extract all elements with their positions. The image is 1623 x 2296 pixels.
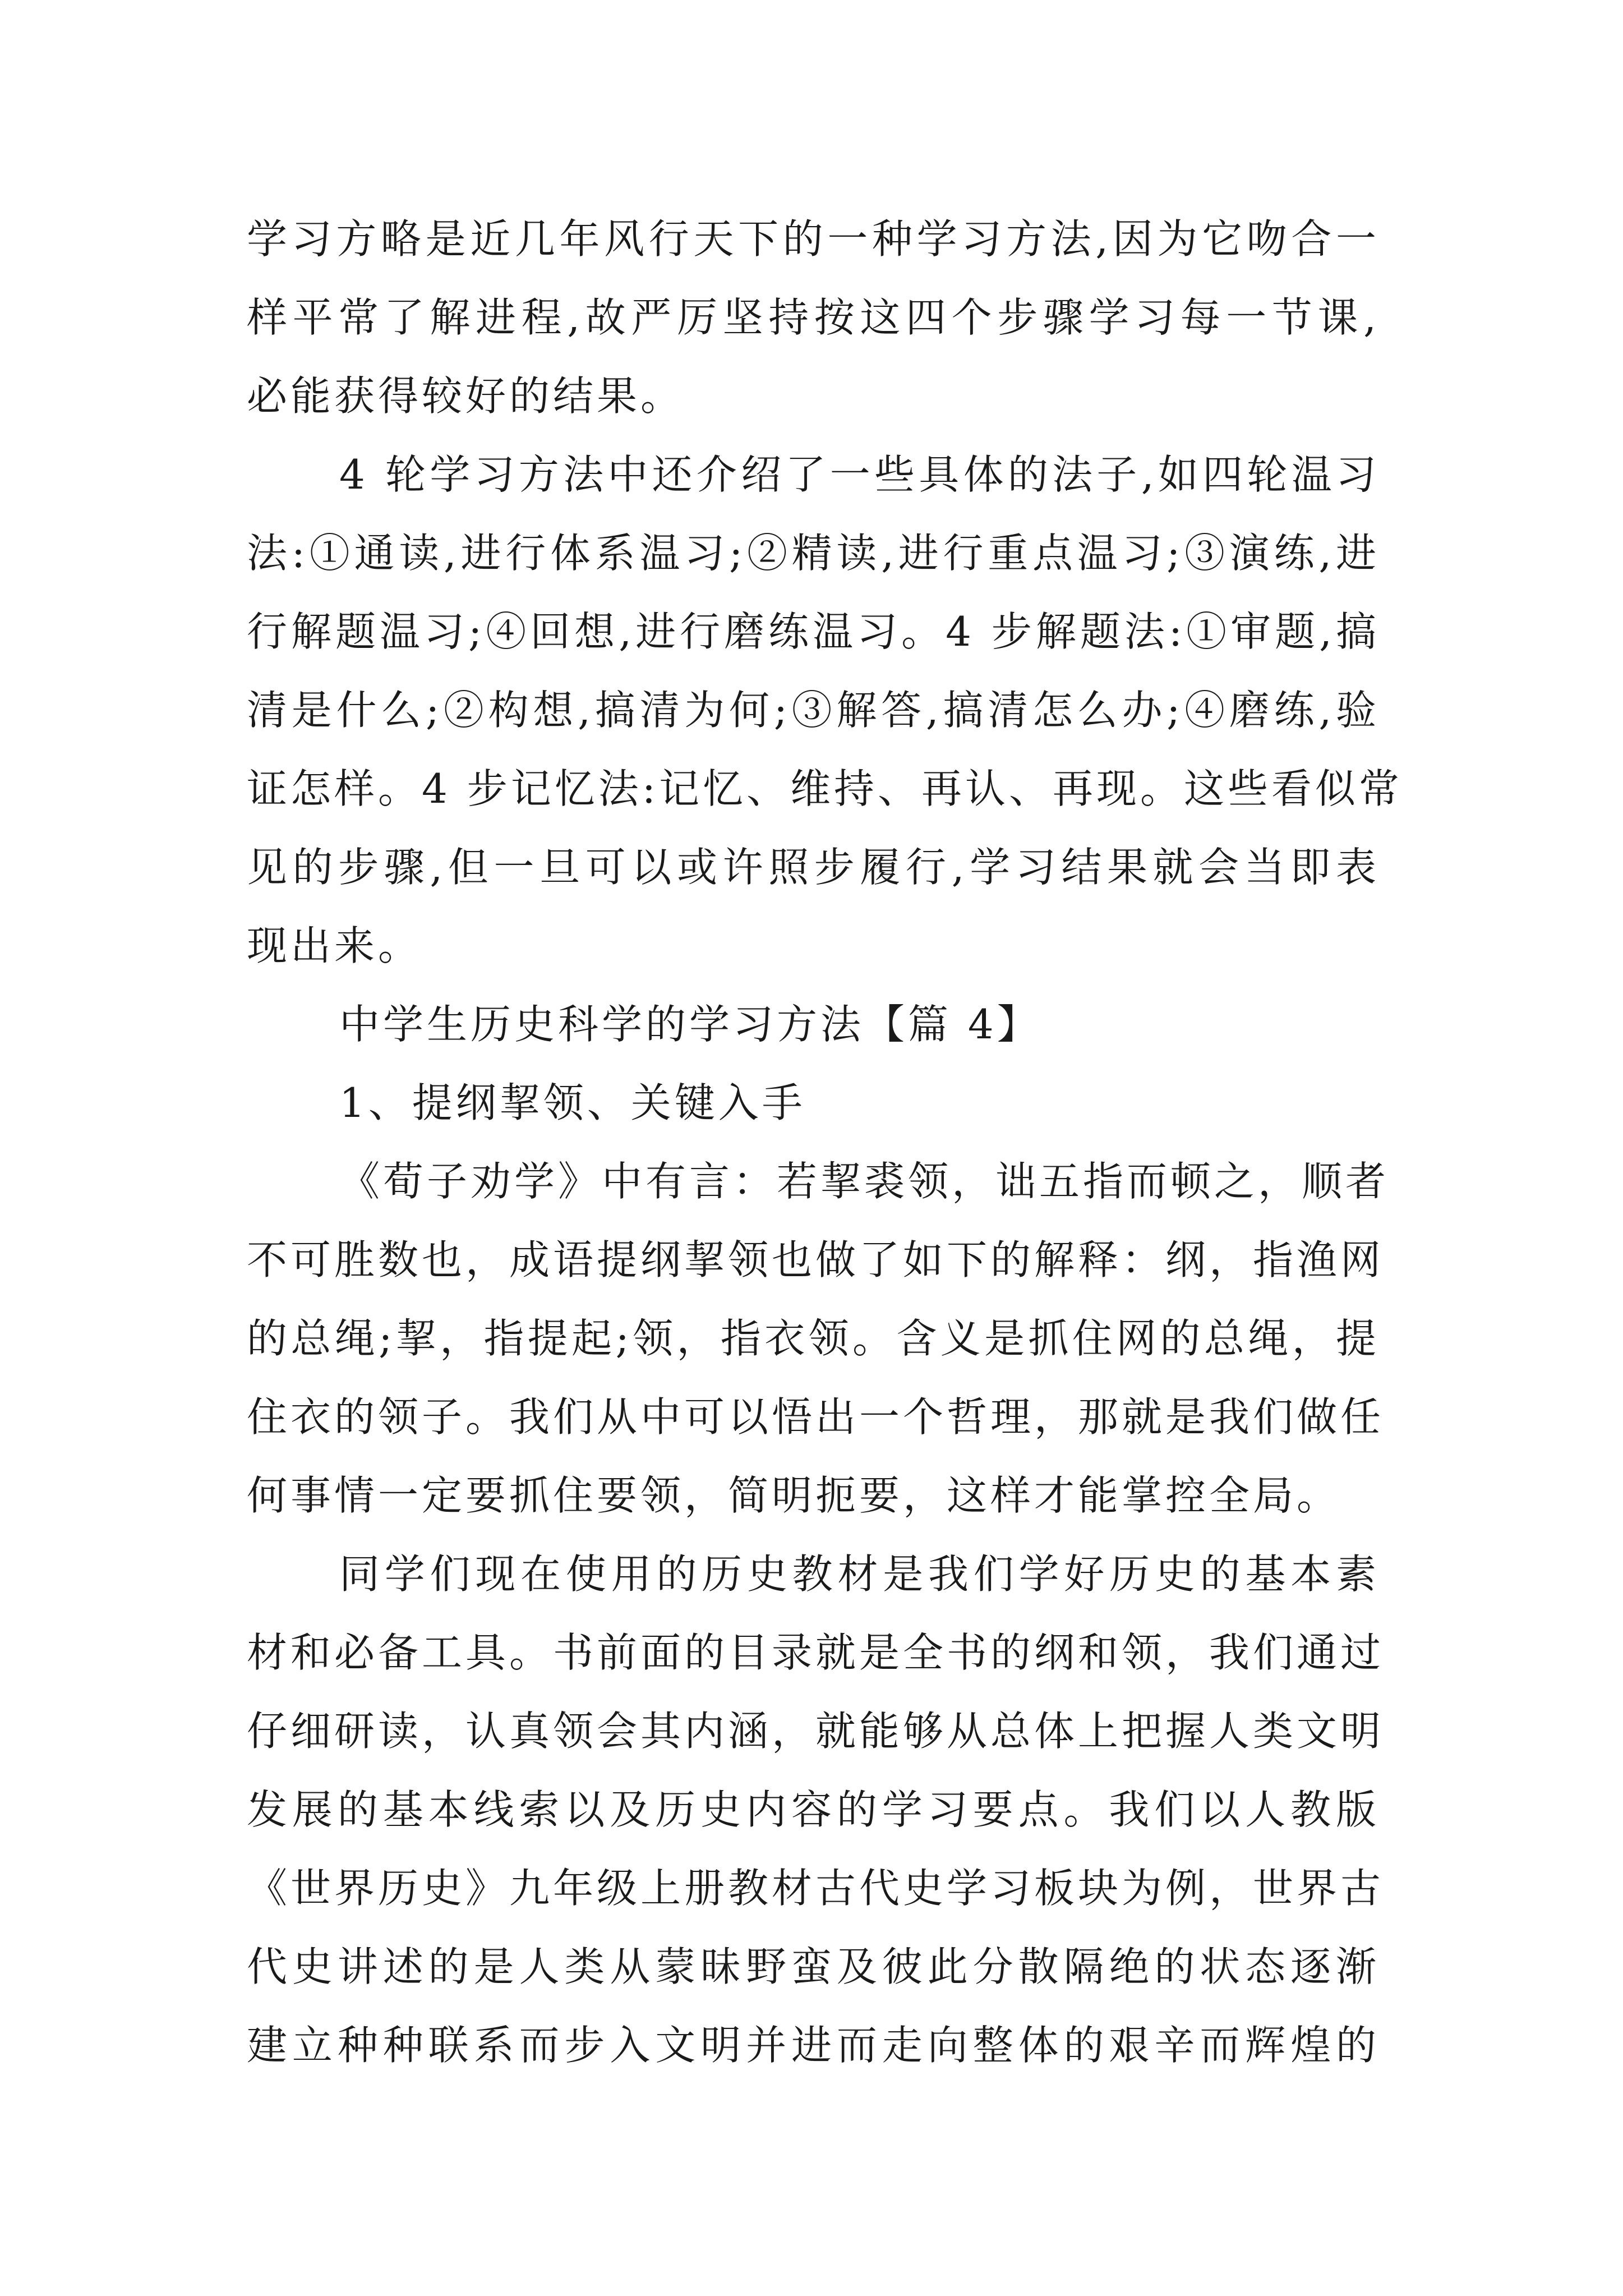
text-line: 代史讲述的是人类从蒙昧野蛮及彼此分散隔绝的状态逐渐 — [247, 1943, 1380, 1990]
text-line: 现出来。 — [247, 922, 422, 969]
text-line: 同学们现在使用的历史教材是我们学好历史的基本素 — [339, 1550, 1380, 1598]
text-line: 材和必备工具。书前面的目录就是全书的纲和领，我们通过 — [247, 1629, 1385, 1676]
text-line: 的总绳;挈，指提起;领，指衣领。含义是抓住网的总绳，提 — [247, 1315, 1380, 1362]
text-line: 4 轮学习方法中还介绍了一些具体的法子,如四轮温习 — [339, 451, 1380, 498]
text-line: 发展的基本线索以及历史内容的学习要点。我们以人教版 — [247, 1786, 1380, 1833]
text-line: 学习方略是近几年风行天下的一种学习方法,因为它吻合一 — [247, 215, 1380, 263]
text-line: 清是什么;②构想,搞清为何;③解答,搞清怎么办;④磨练,验 — [247, 687, 1380, 734]
text-line: 行解题温习;④回想,进行磨练温习。4 步解题法:①审题,搞 — [247, 608, 1380, 655]
text-line: 建立种种联系而步入文明并进而走向整体的艰辛而辉煌的 — [247, 2022, 1380, 2069]
text-line: 住衣的领子。我们从中可以悟出一个哲理，那就是我们做任 — [247, 1393, 1385, 1441]
text-line: 仔细研读，认真领会其内涵，就能够从总体上把握人类文明 — [247, 1708, 1385, 1755]
text-line: 证怎样。4 步记忆法:记忆、维持、再认、再现。这些看似常 — [247, 765, 1403, 812]
text-line: 见的步骤,但一旦可以或许照步履行,学习结果就会当即表 — [247, 844, 1380, 891]
text-line: 样平常了解进程,故严厉坚持按这四个步骤学习每一节课, — [247, 294, 1380, 341]
text-line: 何事情一定要抓住要领，简明扼要，这样才能掌控全局。 — [247, 1472, 1341, 1519]
text-line: 《世界历史》九年级上册教材古代史学习板块为例，世界古 — [247, 1865, 1385, 1912]
text-line: 不可胜数也，成语提纲挈领也做了如下的解释：纲，指渔网 — [247, 1236, 1385, 1283]
section-heading: 中学生历史科学的学习方法【篇 4】 — [339, 1001, 1041, 1048]
text-line: 必能获得较好的结果。 — [247, 372, 685, 420]
subheading: 1、提纲挈领、关键入手 — [339, 1079, 806, 1126]
text-line: 法:①通读,进行体系温习;②精读,进行重点温习;③演练,进 — [247, 530, 1380, 577]
text-line: 《荀子劝学》中有言：若挈裘领，诎五指而顿之，顺者 — [339, 1158, 1390, 1205]
